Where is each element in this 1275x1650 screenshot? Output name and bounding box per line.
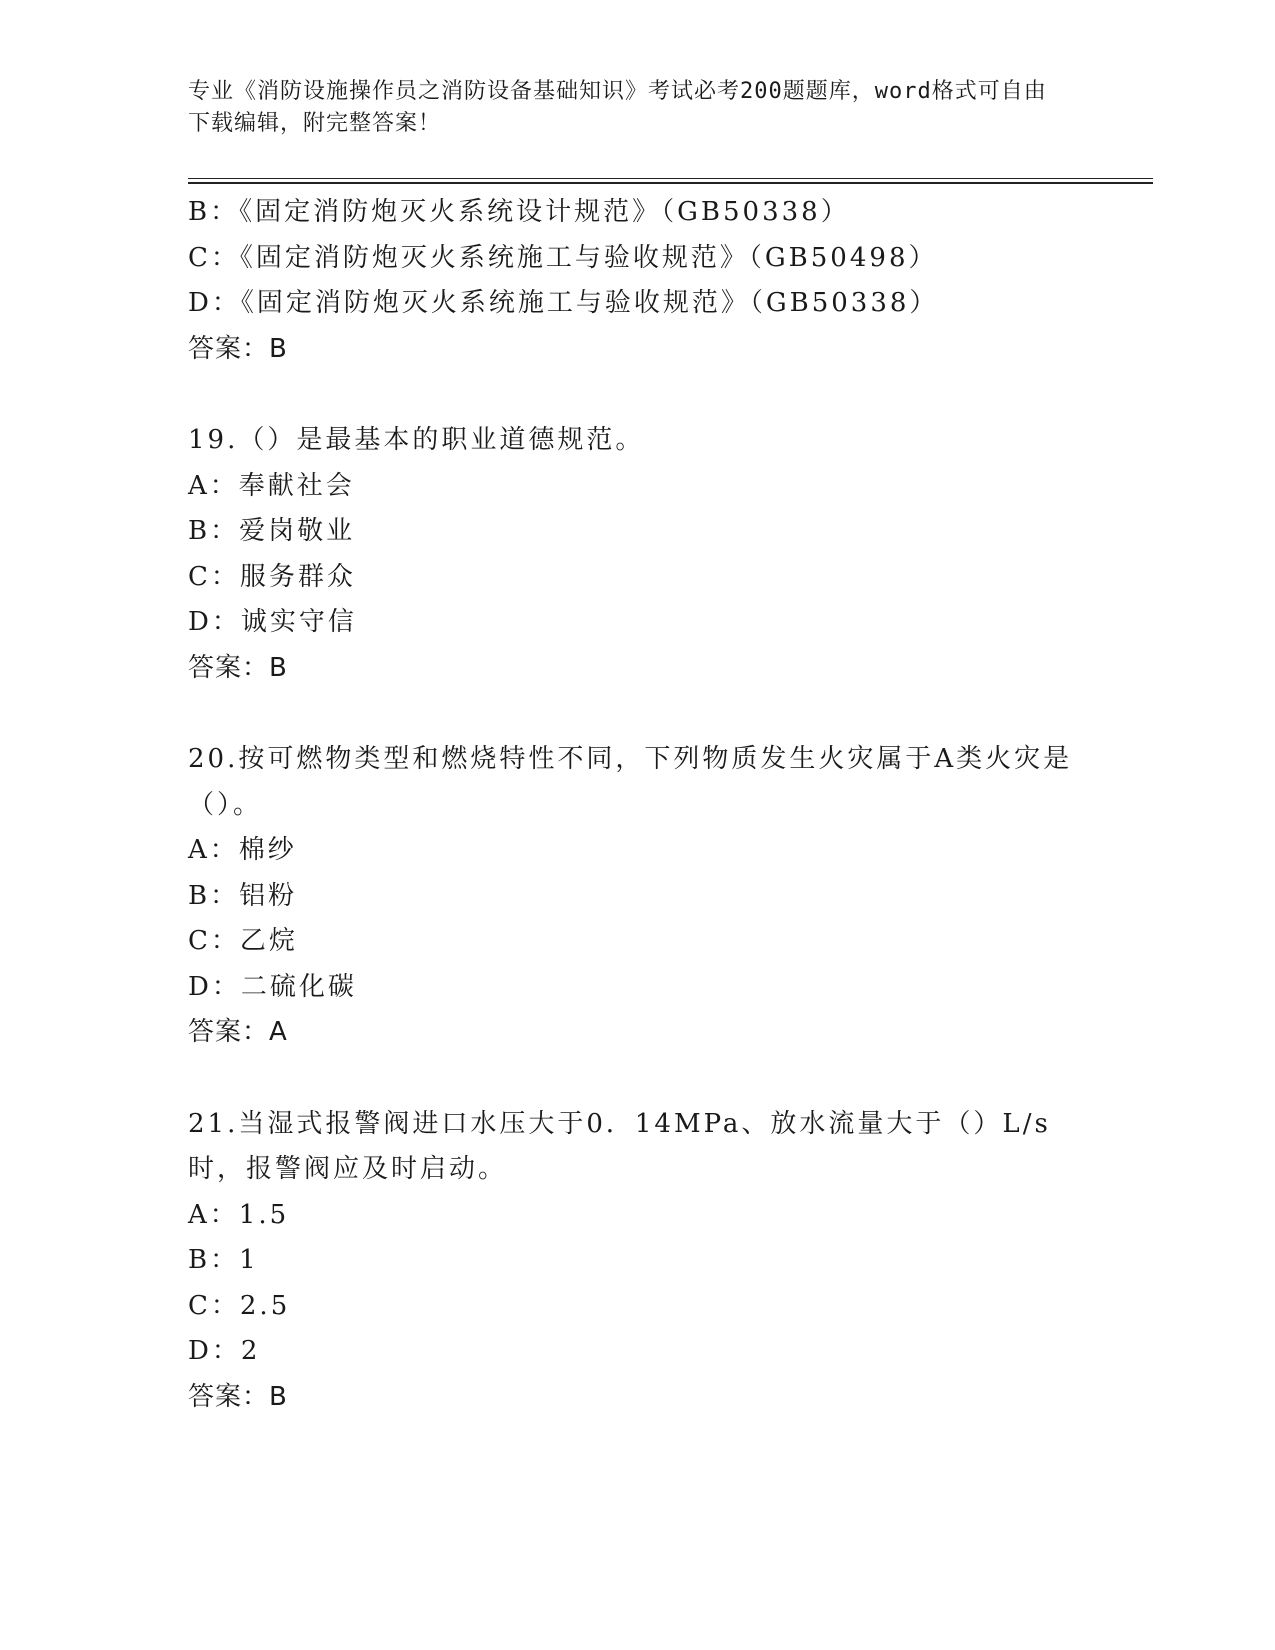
question-list	[188, 190, 1088, 1420]
question-20	[188, 737, 1088, 1056]
option-c: C：乙烷	[188, 926, 298, 956]
answer: 答案：A	[188, 1017, 288, 1047]
question-stem: 20.按可燃物类型和燃烧特性不同，下列物质发生火灾属于A类火灾是（）。	[188, 744, 1073, 820]
option-d: D：2	[188, 1336, 261, 1366]
document-header	[188, 76, 1068, 140]
option-b: B：铝粉	[188, 880, 298, 911]
option-c: C：服务群众	[188, 561, 356, 592]
header-divider-thick	[188, 182, 1153, 184]
option-d: D：《固定消防炮灭火系统施工与验收规范》（GB50338）	[188, 288, 939, 318]
question-18-tail	[188, 190, 1088, 372]
answer: 答案：B	[188, 333, 288, 364]
option-a: A：棉纱	[188, 835, 297, 865]
option-d: D：诚实守信	[188, 607, 357, 637]
question-stem: 21.当湿式报警阀进口水压大于0．14MPa、放水流量大于（）L/s时，报警阀应及时启动。	[188, 1108, 1051, 1184]
question-19	[188, 418, 1088, 691]
answer: 答案：B	[188, 1381, 288, 1412]
spacer	[188, 372, 1088, 418]
option-b: B：爱岗敬业	[188, 516, 356, 546]
option-b: B：1	[188, 1245, 259, 1275]
option-c: C：《固定消防炮灭火系统施工与验收规范》（GB50498）	[188, 242, 938, 273]
spacer	[188, 691, 1088, 737]
answer: 答案：B	[188, 652, 288, 683]
header-text: 专业《消防设施操作员之消防设备基础知识》考试必考200题题库，word格式可自由下载编辑，附完整答案！	[188, 79, 1047, 136]
option-b: B：《固定消防炮灭火系统设计规范》（GB50338）	[188, 197, 850, 227]
option-a: A：1.5	[188, 1199, 290, 1230]
option-a: A：奉献社会	[188, 470, 355, 501]
question-stem: 19.（）是最基本的职业道德规范。	[188, 425, 645, 455]
option-d: D：二硫化碳	[188, 971, 357, 1002]
option-c: C：2.5	[188, 1290, 291, 1321]
question-21	[188, 1102, 1088, 1421]
spacer	[188, 1056, 1088, 1102]
header-divider-thin	[188, 178, 1153, 179]
